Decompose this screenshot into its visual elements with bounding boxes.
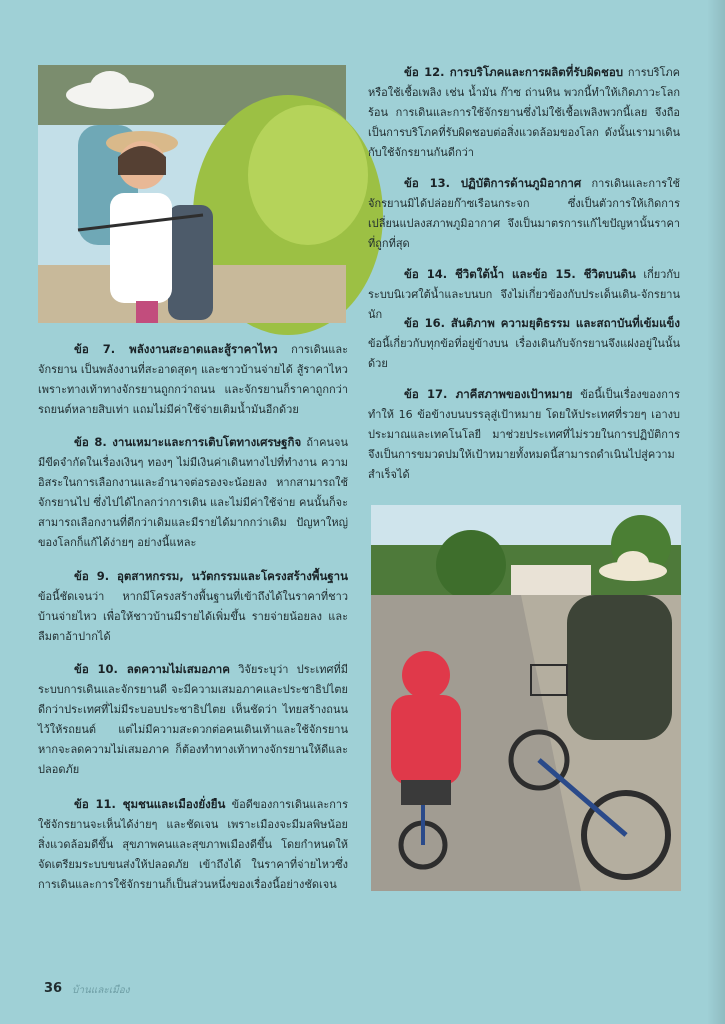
section-7-body: การเดินและจักรยาน เป็นพลังงานที่สะอาดสุดๆ และชาวบ้านจ่ายได้ สู้ราคาไหวเพราะทางเท้าทางจักรยานถูกกว่าถนน และจักรยานก็ราคาถูกกว่ารถยนต์หลายสิบเท่า แถมไม่มีค่าใช้จ่ายเติมน้ำมันอีกด้วย <box>38 343 348 416</box>
section-17-body: ข้อนี้เป็นเรื่องของการทำให้ 16 ข้อข้างบนบรรลุสู่เป้าหมาย โดยให้ประเทศที่รวยๆ เอางบประมาณและเทคโนโลยี มาช่วยประเทศที่ไม่รวยในการปฏิบัติการ จึงเป็นการขมวดปมให้เป้าหมายทั้งหมดนี้สามารถดำเนินไปสู่ความสำเร็จได้ <box>368 388 680 481</box>
section-10-body: วิจัยระบุว่า ประเทศที่มีระบบการเดินและจักรยานดี จะมีความเสมอภาคและประชาธิปไตยดีกว่าประเทศที่ไม่มีระบอบประชาธิปไตย เห็นชัดว่า ไทยสร้างถนนไว้ให้รถยนต์ แต่ไม่มีความสะดวกต่อคนเดินเท้าและใช้จักรยาน หากจะลดความไม่เสมอภาค ก็ต้องทำทางเท้าทางจักรยานให้ดีและปลอดภัย <box>38 663 349 776</box>
photo-mother-daughter-bicycle <box>38 65 346 323</box>
section-14-15-heading: ข้อ 14. ชีวิตใต้น้ำ และข้อ 15. ชีวิตบนดิน <box>404 267 636 281</box>
section-7 <box>38 339 348 421</box>
section-8 <box>38 432 348 582</box>
photo-illustration <box>38 65 346 323</box>
section-12-body: การบริโภคหรือใช้เชื้อเพลิง เช่น น้ำมัน ก๊าซ ถ่านหิน พวกนี้ทำให้เกิดภาวะโลกร้อน การเดินและการใช้จักรยานซึ่งไม่ใช้เชื้อเพลิงพวกนี้เลย จึงถือเป็นการบริโภคที่รับผิดชอบต่อสิ่งแวดล้อมของโลก ดังนั้นเรามาเดินกับใช้จักรยานกันดีกว่า <box>368 66 681 159</box>
section-13 <box>368 173 680 257</box>
section-8-body: ถ้าคนจนมีขีดจำกัดในเรื่องเงินๆ ทองๆ ไม่มีเงินค่าเดินทางไปที่ทำงาน ความอิสระในการเลือกงานและอำนาจต่อรองจะน้อยลง หากสามารถใช้จักรยานไป ซึ่งไปได้ไกลกว่าการเดิน และไม่มีค่าใช้จ่าย คนนั้นก็จะสามารถเลือกงานที่ดีกว่าเดิมและมีรายได้มากกว่าเดิม ปัญหาใหญ่ของโลกก็แก้ได้ง่ายๆ อย่างนี้แหละ <box>38 436 348 549</box>
section-14-15 <box>368 264 680 321</box>
section-9-heading: ข้อ 9. อุตสาหกรรม, นวัตกรรมและโครงสร้างพื้นฐาน <box>74 569 348 583</box>
section-16-heading: ข้อ 16. สันติภาพ ความยุติธรรม และสถาบันที่เข้มแข็ง <box>404 316 680 330</box>
photo-illustration-2 <box>371 505 681 891</box>
section-14-15-body: เกี่ยวกับระบบนิเวศใต้น้ำและบนบก จึงไม่เกี่ยวข้องกับประเด็นเดิน-จักรยานนัก <box>368 268 680 321</box>
section-12-heading: ข้อ 12. การบริโภคและการผลิตที่รับผิดชอบ <box>404 65 624 79</box>
section-11-body: ข้อดีของการเดินและการใช้จักรยานจะเห็นได้ง่ายๆ และชัดเจน เพราะเมืองจะมีมลพิษน้อย สิ่งแวดล้อมดีขึ้น สุขภาพคนและสุขภาพเมืองดีขึ้น โดยกำหนดให้จัดเตรียมระบบขนส่งให้ปลอดภัย เข้าถึงได้ ในราคาที่จ่ายไหวซึ่งการเดินและการใช้จักรยานก็เป็นส่วนหนึ่งของเรื่องนี้อย่างชัดเจน <box>38 798 348 891</box>
section-11 <box>38 794 348 904</box>
section-13-heading: ข้อ 13. ปฏิบัติการด้านภูมิอากาศ <box>404 176 582 190</box>
section-7-heading: ข้อ 7. พลังงานสะอาดและสู้ราคาไหว <box>74 342 278 356</box>
photo-child-elder-cycling <box>371 505 681 891</box>
section-10 <box>38 659 348 783</box>
section-12 <box>368 62 680 166</box>
section-16-body: ข้อนี้เกี่ยวกับทุกข้อที่อยู่ข้างบน เรื่องเดินกับจักรยานจึงแฝงอยู่ในนั้นด้วย <box>368 337 680 370</box>
section-11-heading: ข้อ 11. ชุมชนและเมืองยั่งยืน <box>74 797 226 811</box>
section-8-heading: ข้อ 8. งานเหมาะและการเติบโตทางเศรษฐกิจ <box>74 435 302 449</box>
page-edge-shadow <box>707 0 725 1024</box>
section-16 <box>368 313 680 375</box>
page-number: 36 <box>44 981 63 996</box>
section-13-body: การเดินและการใช้จักรยานมิได้ปล่อยก๊าซเรือนกระจก ซึ่งเป็นตัวการให้เกิดการเปลี่ยนแปลงสภาพภูมิอากาศ จึงเป็นมาตรการแก้ไขปัญหานั้นราคาที่ถูกที่สุด <box>368 177 680 250</box>
section-17-heading: ข้อ 17. ภาคีสภาพของเป้าหมาย <box>404 387 573 401</box>
section-10-heading: ข้อ 10. ลดความไม่เสมอภาค <box>74 662 230 676</box>
section-9-body: ข้อนี้ชัดเจนว่า หากมีโครงสร้างพื้นฐานที่เข้าถึงได้ในราคาที่ชาวบ้านจ่ายไหว เพื่อให้ชาวบ้านมีรายได้เพิ่มขึ้น รายจ่ายน้อยลง และลืมตาอ้าปากได้ <box>38 590 348 643</box>
section-17 <box>368 384 680 494</box>
section-9 <box>38 566 348 648</box>
magazine-name: บ้านและเมือง <box>72 985 130 996</box>
